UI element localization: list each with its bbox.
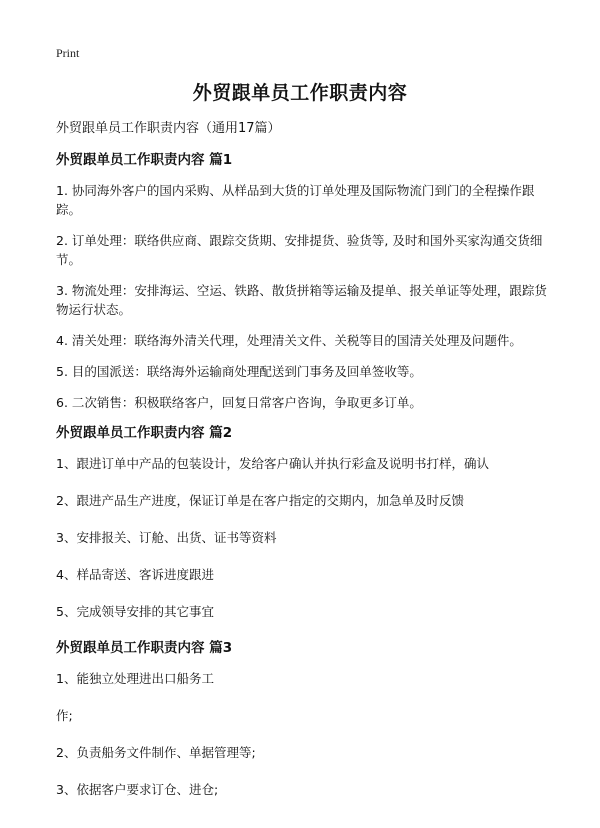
section-heading: 外贸跟单员工作职责内容 篇1 [56, 152, 233, 168]
list-item: 3. 物流处理：安排海运、空运、铁路、散货拼箱等运输及提单、报关单证等处理，跟踪货物运行状态。 [56, 283, 547, 317]
list-item: 作; [56, 708, 73, 723]
list-item: 2. 订单处理：联络供应商、跟踪交货期、安排提货、验货等, 及时和国外买家沟通交货细节。 [56, 233, 543, 267]
list-item: 4、样品寄送、客诉进度跟进 [56, 567, 214, 582]
section-heading: 外贸跟单员工作职责内容 篇2 [56, 425, 233, 441]
list-item: 1. 协同海外客户的国内采购、从样品到大货的订单处理及国际物流门到门的全程操作跟踪。 [56, 183, 535, 217]
document-body [56, 120, 556, 817]
list-item: 5、完成领导安排的其它事宜 [56, 604, 214, 619]
list-item: 1、能独立处理进出口船务工 [56, 671, 214, 686]
list-item: 3、安排报关、订舱、出货、证书等资料 [56, 530, 277, 545]
list-item: 1、跟进订单中产品的包装设计，发给客户确认并执行彩盒及说明书打样，确认 [56, 456, 489, 471]
list-item: 4. 清关处理：联络海外清关代理，处理清关文件、关税等目的国清关处理及问题件。 [56, 333, 522, 348]
section-heading: 外贸跟单员工作职责内容 篇3 [56, 640, 233, 656]
list-item: 2、负责船务文件制作、单据管理等; [56, 745, 256, 760]
list-item: 6. 二次销售：积极联络客户，回复日常客户咨询，争取更多订单。 [56, 395, 422, 410]
print-label: Print [56, 46, 80, 60]
document-title: 外贸跟单员工作职责内容 [192, 82, 408, 104]
list-item: 5. 目的国派送：联络海外运输商处理配送到门事务及回单签收等。 [56, 364, 422, 379]
document-subtitle: 外贸跟单员工作职责内容（通用17篇） [56, 121, 281, 136]
list-item: 2、跟进产品生产进度，保证订单是在客户指定的交期内，加急单及时反馈 [56, 493, 464, 508]
list-item: 3、依据客户要求订仓、进仓; [56, 782, 219, 797]
